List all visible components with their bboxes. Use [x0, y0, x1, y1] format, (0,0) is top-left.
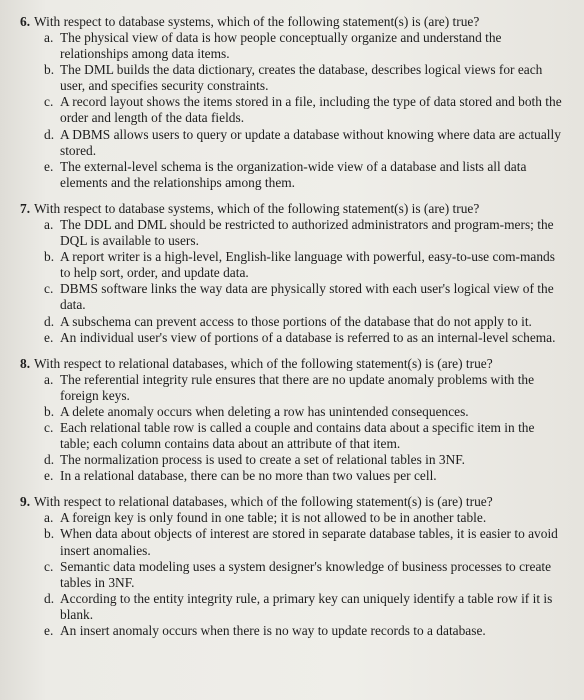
- option-c: c. DBMS software links the way data are physically stored with each user's logical view of the data.: [44, 281, 554, 313]
- option-list: [44, 510, 566, 639]
- option-d: d. According to the entity integrity rule, a primary key can uniquely identify a table row if it is blank.: [44, 590, 553, 622]
- option-b: b. The DML builds the data dictionary, creates the database, describes logical views for each user, and specifies security constraints.: [44, 62, 543, 94]
- option-b: b. A delete anomaly occurs when deleting a row has unintended consequences.: [44, 403, 469, 419]
- option-b: b. When data about objects of interest are stored in separate database tables, it is easier to avoid insert anomalies.: [44, 526, 558, 558]
- option-c: c. Semantic data modeling uses a system designer's knowledge of business processes to create tables in 3NF.: [44, 558, 552, 590]
- option-a: a. A foreign key is only found in one table; it is not allowed to be in another table.: [44, 510, 487, 526]
- option-c: c. Each relational table row is called a couple and contains data about a specific item in the table; each column contains data about an attribute of that item.: [44, 419, 535, 452]
- option-list: [44, 30, 566, 191]
- option-list: [44, 217, 566, 346]
- option-d: d. The normalization process is used to create a set of relational tables in 3NF.: [44, 452, 465, 468]
- option-a: a. The physical view of data is how people conceptually organize and understand the relationships among data items.: [44, 30, 502, 62]
- question-number: 6.: [20, 14, 31, 29]
- option-e: e. An individual user's view of portions of a database is referred to as an internal-level schema.: [44, 329, 556, 345]
- option-e: e. The external-level schema is the organization-wide view of a database and lists all data elements and the relationships among them.: [44, 158, 527, 190]
- option-list: [44, 372, 566, 485]
- option-d: d. A subschema can prevent access to those portions of the database that do not apply to it.: [44, 313, 532, 329]
- option-e: e. In a relational database, there can be no more than two values per cell.: [44, 468, 437, 484]
- option-b: b. A report writer is a high-level, English-like language with powerful, easy-to-use com-mands to help sort, order, and update data.: [44, 249, 555, 281]
- question-8: [20, 356, 566, 485]
- option-a: a. The referential integrity rule ensures that there are no update anomaly problems with the foreign keys.: [44, 371, 535, 403]
- question-9: [20, 494, 566, 639]
- question-text: With respect to database systems, which of the following statement(s) is (are) true?: [34, 14, 480, 29]
- question-text: With respect to relational databases, which of the following statement(s) is (are) true?: [34, 355, 493, 371]
- question-number: 8.: [20, 355, 31, 371]
- question-text: With respect to database systems, which of the following statement(s) is (are) true?: [34, 200, 480, 216]
- option-c: c. A record layout shows the items stored in a file, including the type of data stored and both the order and length of the data fields.: [44, 94, 562, 126]
- question-text: With respect to relational databases, which of the following statement(s) is (are) true?: [34, 494, 493, 510]
- option-a: a. The DDL and DML should be restricted to authorized administrators and program-mers; the DQL is available to users.: [44, 216, 554, 249]
- option-d: d. A DBMS allows users to query or update a database without knowing where data are actually stored.: [44, 126, 561, 158]
- question-number: 9.: [20, 494, 31, 510]
- question-6: [20, 14, 566, 191]
- question-7: [20, 201, 566, 346]
- option-e: e. An insert anomaly occurs when there is no way to update records to a database.: [44, 623, 486, 638]
- question-number: 7.: [20, 200, 31, 216]
